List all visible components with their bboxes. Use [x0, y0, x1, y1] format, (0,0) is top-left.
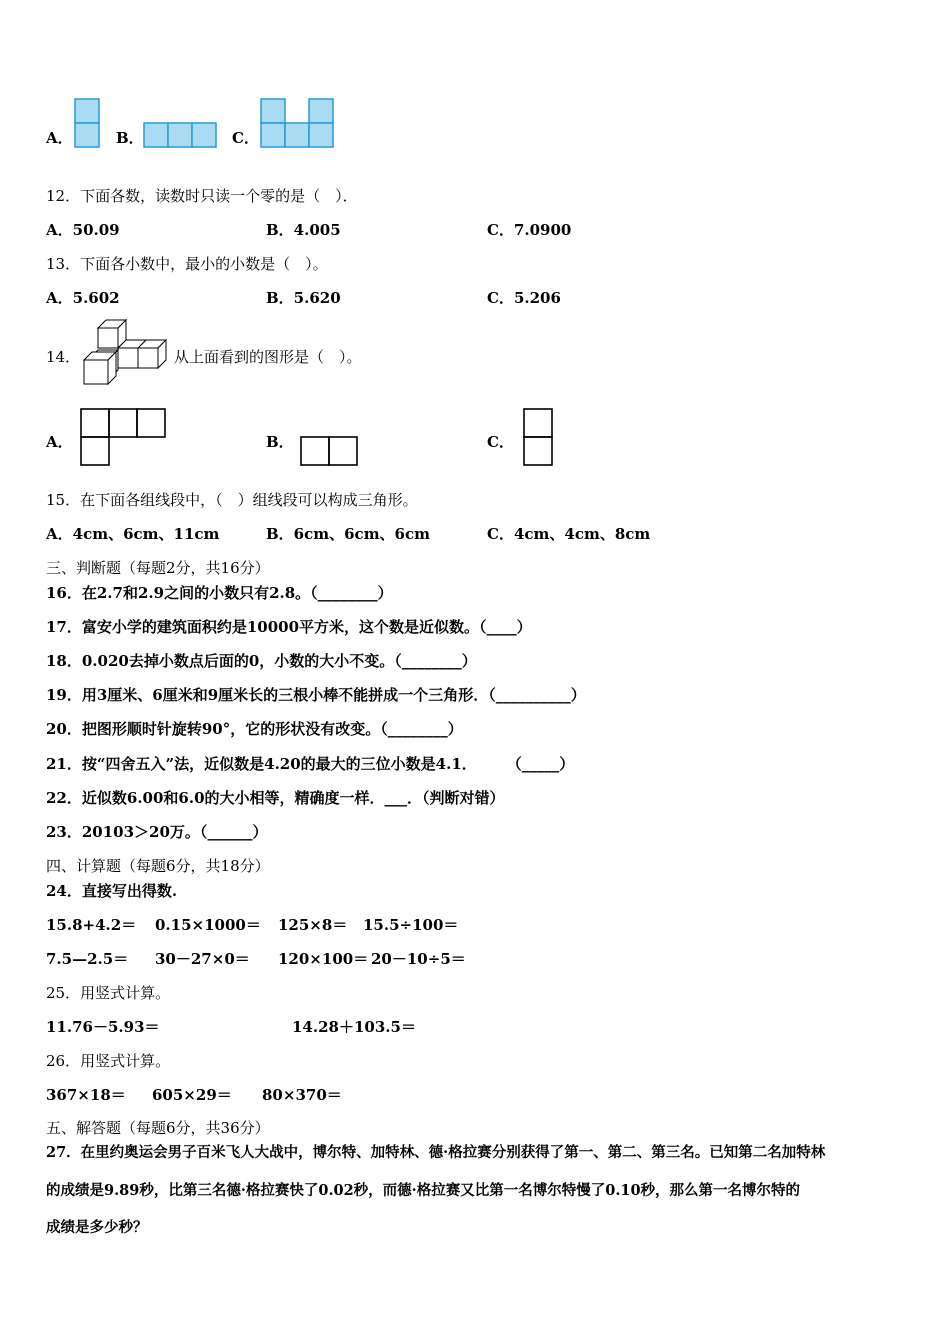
q13-option-b: B．5.620: [266, 289, 341, 307]
q14-number: 14．: [46, 348, 81, 366]
q27-line: 的成绩是9.89秒，比第三名德·格拉赛快了0.02秒，而德·格拉赛又比第一名博尔特慢了0.10秒，那么第一名博尔特的: [46, 1182, 801, 1199]
q27-line: 成绩是多少秒？: [46, 1219, 148, 1236]
q26-question: 26．用竖式计算。: [46, 1052, 171, 1070]
q14-option-b-label: B．: [266, 433, 294, 451]
q25-question: 25．用竖式计算。: [46, 984, 171, 1002]
q24-question: 24．直接写出得数.: [46, 882, 178, 900]
q25-item: 11.76－5.93＝: [46, 1018, 160, 1036]
q26-item: 605×29＝: [152, 1086, 232, 1104]
q24-item: 30－27×0＝: [155, 950, 250, 968]
q13-question: 13．下面各小数中，最小的小数是（ ）。: [46, 255, 328, 273]
judge-q19: 19．用3厘米、6厘米和9厘米长的三根小棒不能拼成一个三角形．（__________）: [46, 686, 586, 704]
q15-option-c: C．4cm、4cm、8cm: [487, 525, 651, 543]
judge-q21: 21．按“四舍五入”法，近似数是4.20的最大的三位小数是4.1． （_____）: [46, 755, 575, 773]
q15-option-b: B．6cm、6cm、6cm: [266, 525, 431, 543]
q14-option-c-label: C．: [487, 433, 514, 451]
q14-option-a-figure: [79, 407, 167, 469]
q12-option-c: C．7.0900: [487, 221, 572, 239]
q24-item: 125×8＝: [278, 916, 348, 934]
q26-item: 367×18＝: [46, 1086, 126, 1104]
q25-item: 14.28＋103.5＝: [292, 1018, 416, 1036]
q11-option-b-label: B．: [116, 129, 144, 147]
q11-option-a-figure: [74, 98, 102, 150]
q24-item: 15.5÷100＝: [363, 916, 459, 934]
section-5-heading: 五、解答题（每题6分，共36分）: [46, 1119, 270, 1137]
q14-question: 从上面看到的图形是（ ）。: [174, 348, 362, 366]
q15-option-a: A．4cm、6cm、11cm: [46, 525, 220, 543]
section-3-heading: 三、判断题（每题2分，共16分）: [46, 559, 270, 577]
q12-option-b: B．4.005: [266, 221, 341, 239]
judge-q18: 18．0.020去掉小数点后面的0，小数的大小不变。（________）: [46, 652, 477, 670]
q13-option-a: A．5.602: [46, 289, 120, 307]
q24-item: 0.15×1000＝: [155, 916, 261, 934]
q14-option-b-figure: [299, 435, 361, 469]
judge-q22: 22．近似数6.00和6.0的大小相等，精确度一样．___．（判断对错）: [46, 789, 505, 807]
judge-q17: 17．富安小学的建筑面积约是10000平方米，这个数是近似数。（____）: [46, 618, 532, 636]
q14-option-a-label: A．: [46, 433, 73, 451]
q14-option-c-figure: [522, 407, 556, 469]
q24-item: 15.8+4.2＝: [46, 916, 137, 934]
q13-option-c: C．5.206: [487, 289, 561, 307]
q11-option-a-label: A．: [46, 129, 73, 147]
q14-cube-figure: [80, 318, 176, 388]
q24-item: 120×100＝: [278, 950, 369, 968]
q11-option-c-figure: [260, 98, 336, 150]
q11-option-b-figure: [143, 122, 219, 150]
section-4-heading: 四、计算题（每题6分，共18分）: [46, 857, 270, 875]
q24-item: 20－10÷5＝: [371, 950, 466, 968]
q11-option-c-label: C．: [232, 129, 259, 147]
judge-q16: 16．在2.7和2.9之间的小数只有2.8。（________）: [46, 584, 393, 602]
judge-q23: 23．20103＞20万。（______）: [46, 823, 268, 841]
q24-item: 7.5—2.5＝: [46, 950, 129, 968]
q27-line: 27．在里约奥运会男子百米飞人大战中，博尔特、加特林、德·格拉赛分别获得了第一、第二、第三名。已知第二名加特林: [46, 1144, 826, 1161]
q15-question: 15．在下面各组线段中，（ ）组线段可以构成三角形。: [46, 491, 418, 509]
q12-option-a: A．50.09: [46, 221, 120, 239]
q26-item: 80×370＝: [262, 1086, 342, 1104]
judge-q20: 20．把图形顺时针旋转90°，它的形状没有改变。（________）: [46, 720, 463, 738]
q12-question: 12．下面各数，读数时只读一个零的是（ ）．: [46, 187, 358, 205]
